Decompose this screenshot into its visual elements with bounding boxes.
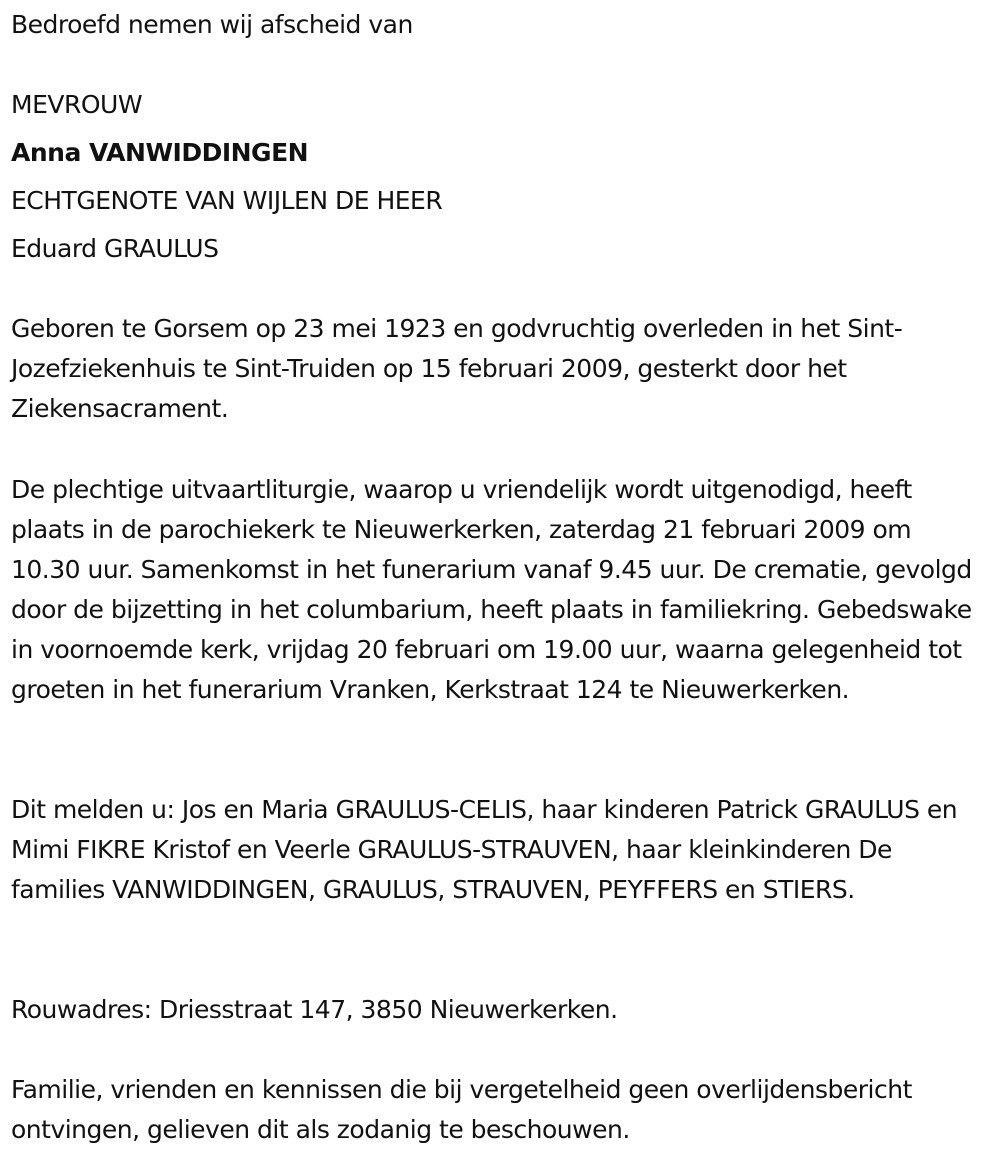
deceased-name: Anna VANWIDDINGEN xyxy=(11,138,309,167)
announcers-paragraph: Dit melden u: Jos en Maria GRAULUS-CELIS, haar kinderen Patrick GRAULUS en Mimi FIKRE Kristof en Veerle GRAULUS-STRAUVEN, haar kleinkinderen De families VANWIDDINGEN, GRAULUS, STRAUVEN, PEYFFERS en STIERS. xyxy=(11,795,958,904)
birth-death-paragraph: Geboren te Gorsem op 23 mei 1923 en godvruchtig overleden in het Sint-Jozefziekenhuis te Sint-Truiden op 15 februari 2009, gesterkt door het Ziekensacrament. xyxy=(11,314,903,423)
closing-paragraph: Familie, vrienden en kennissen die bij vergetelheid geen overlijdensbericht ontvingen, gelieven dit als zodanig te beschouwen. xyxy=(11,1075,912,1144)
honorific: MEVROUW xyxy=(11,90,143,119)
spouse-name: Eduard GRAULUS xyxy=(11,234,219,263)
funeral-paragraph: De plechtige uitvaartliturgie, waarop u vriendelijk wordt uitgenodigd, heeft plaats in de parochiekerk te Nieuwerkerken, zaterdag 21 februari 2009 om 10.30 uur. Samenkomst in het funerarium vanaf 9.45 uur. De crematie, gevolgd door de bijzetting in het columbarium, heeft plaats in familiekring. Gebedswake in voornoemde kerk, vrijdag 20 februari om 19.00 uur, waarna gelegenheid tot groeten in het funerarium Vranken, Kerkstraat 124 te Nieuwerkerken. xyxy=(11,475,972,704)
spouse-title: ECHTGENOTE VAN WIJLEN DE HEER xyxy=(11,186,443,215)
mourning-address: Rouwadres: Driesstraat 147, 3850 Nieuwerkerken. xyxy=(11,995,618,1024)
intro-text: Bedroefd nemen wij afscheid van xyxy=(11,10,413,39)
